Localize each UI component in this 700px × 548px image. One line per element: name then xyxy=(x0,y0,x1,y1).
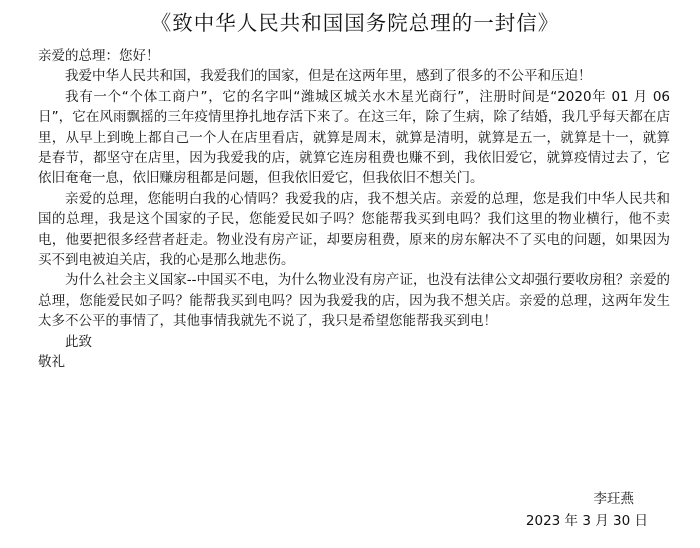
signature-name: 李玨燕 xyxy=(593,491,634,507)
closing-line-2: 敬礼 xyxy=(38,354,65,371)
signature-block xyxy=(526,488,648,532)
paragraph-3: 亲爱的总理，您能明白我的心情吗？我爱我的店，我不想关店。亲爱的总理，您是我们中华人民共和国的总理，我是这个国家的子民，您能爱民如子吗？您能帮我买到电吗？我们这里的物业横行，他不卖电，他要把很多经营者赶走。物业没有房产证，却要房租费，原来的房东解决不了买电的问题，如果因为买不到电被迫关店，我的心是那么地悲伤。 xyxy=(38,190,670,269)
closing-line-1: 此致 xyxy=(65,333,92,350)
paragraph-4: 为什么社会主义国家--中国买不电，为什么物业没有房产证，也没有法律公文却强行要收房租？亲爱的总理，您能爱民如子吗？能帮我买到电吗？因为我爱我的店，因为我不想关店。亲爱的总理，这两年发生太多不公平的事情了，其他事情我就先不说了，我只是希望您能帮我买到电！ xyxy=(38,272,670,330)
paragraph-2: 我有一个“个体工商户”，它的名字叫“潍城区城关水木星光商行”，注册时间是“2020年 01 月 06 日”，它在风雨飘摇的三年疫情里挣扎地存活下来了。在这三年，除了生病，除了结婚，我几乎每天都在店里，从早上到晚上都自己一个人在店里看店，就算是周末，就算是清明，就算是五一，就算是十一，就算是春节，都坚守在店里，因为我爱我的店，就算它连房租费也赚不到，我依旧爱它，就算疫情过去了，它依旧奄奄一息，依旧赚房租都是问题，但我依旧爱它，但我依旧不想关门。 xyxy=(38,88,670,187)
salutation: 亲爱的总理：您好！ xyxy=(38,48,160,64)
letter-title: 《致中华人民共和国国务院总理的一封信》 xyxy=(150,11,560,35)
letter-date: 2023 年 3 月 30 日 xyxy=(525,513,648,529)
letter-body xyxy=(38,46,670,373)
paragraph-1: 我爱中华人民共和国，我爱我们的国家，但是在这两年里，感到了很多的不公平和压迫！ xyxy=(65,68,592,85)
